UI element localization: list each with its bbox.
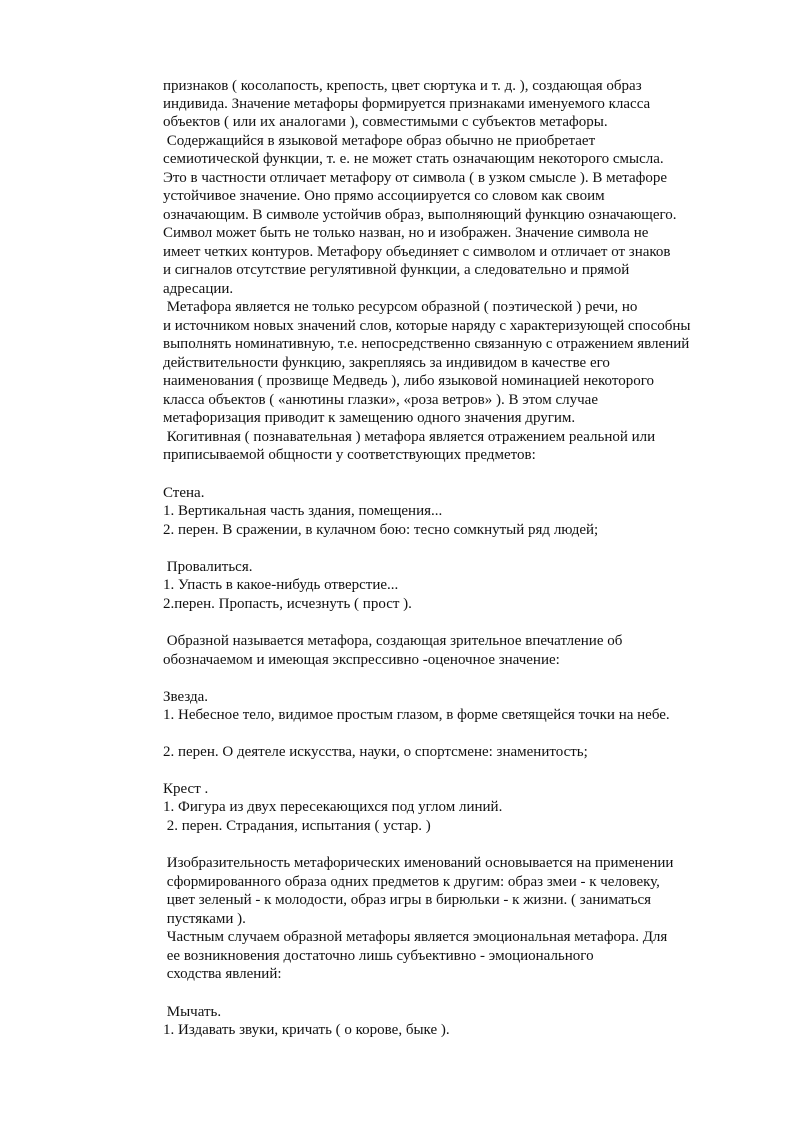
text-line: Содержащийся в языковой метафоре образ обычно не приобретает [163, 133, 596, 149]
entry-title: Провалиться. [163, 559, 253, 575]
text-line: Образной называется метафора, создающая зрительное впечатление об [163, 633, 623, 649]
text-line: и сигналов отсутствие регулятивной функции, а следовательно и прямой [163, 262, 630, 278]
text-line: Когитивная ( познавательная ) метафора является отражением реальной или [163, 429, 656, 445]
text-line: 1. Издавать звуки, кричать ( о корове, быке ). [163, 1022, 450, 1038]
entry-title: Стена. [163, 485, 205, 501]
text-line: Символ может быть не только назван, но и изображен. Значение символа не [163, 225, 649, 241]
text-line: Метафора является не только ресурсом образной ( поэтической ) речи, но [163, 299, 638, 315]
entry-title: Звезда. [163, 689, 209, 705]
text-line: цвет зеленый - к молодости, образ игры в бирюльки - к жизни. ( заниматься [163, 892, 652, 908]
entry-title: Мычать. [163, 1004, 222, 1020]
text-line: имеет четких контуров. Метафору объединяет с символом и отличает от знаков [163, 244, 671, 260]
text-line: класса объектов ( «анютины глазки», «роза ветров» ). В этом случае [163, 392, 598, 408]
text-line: действительности функцию, закрепляясь за индивидом в качестве его [163, 355, 610, 371]
text-line: ее возникновения достаточно лишь субъективно - эмоционального [163, 948, 594, 964]
text-line: 1. Небесное тело, видимое простым глазом, в форме светящейся точки на небе. [163, 707, 670, 723]
text-line: обозначаемом и имеющая экспрессивно -оценочное значение: [163, 652, 560, 668]
entry-title: Крест . [163, 781, 209, 797]
text-line: выполнять номинативную, т.е. непосредственно связанную с отражением явлений [163, 336, 690, 352]
text-line: наименования ( прозвище Медведь ), либо языковой номинацией некоторого [163, 373, 654, 389]
text-line: 2. перен. Страдания, испытания ( устар. ) [163, 818, 431, 834]
text-line: означающим. В символе устойчив образ, выполняющий функцию означающего. [163, 207, 677, 223]
text-line: Это в частности отличает метафору от символа ( в узком смысле ). В метафоре [163, 170, 668, 186]
text-line: 2. перен. В сражении, в кулачном бою: тесно сомкнутый ряд людей; [163, 522, 599, 538]
text-line: индивида. Значение метафоры формируется признаками именуемого класса [163, 96, 651, 112]
text-line: Изобразительность метафорических именований основывается на применении [163, 855, 674, 871]
text-line: и источником новых значений слов, которые наряду с характеризующей способны [163, 318, 691, 334]
text-line: приписываемой общности у соответствующих предметов: [163, 447, 536, 463]
text-line: 2.перен. Пропасть, исчезнуть ( прост ). [163, 596, 412, 612]
text-line: адресации. [163, 281, 234, 297]
text-line: пустяками ). [163, 911, 246, 927]
text-line: сходства явлений: [163, 966, 282, 982]
text-line: 1. Упасть в какое-нибудь отверстие... [163, 577, 399, 593]
text-line: признаков ( косолапость, крепость, цвет сюртука и т. д. ), создающая образ [163, 78, 642, 94]
text-line: семиотической функции, т. е. не может стать означающим некоторого смысла. [163, 151, 664, 167]
text-line: 2. перен. О деятеле искусства, науки, о спортсмене: знаменитость; [163, 744, 588, 760]
text-line: устойчивое значение. Оно прямо ассоциируется со словом как своим [163, 188, 605, 204]
text-line: метафоризация приводит к замещению одного значения другим. [163, 410, 576, 426]
text-line: Частным случаем образной метафоры является эмоциональная метафора. Для [163, 929, 668, 945]
text-line: 1. Фигура из двух пересекающихся под углом линий. [163, 799, 503, 815]
text-line: объектов ( или их аналогами ), совместимыми с субъектов метафоры. [163, 114, 608, 130]
text-line: сформированного образа одних предметов к другим: образ змеи - к человеку, [163, 874, 660, 890]
text-line: 1. Вертикальная часть здания, помещения... [163, 503, 443, 519]
